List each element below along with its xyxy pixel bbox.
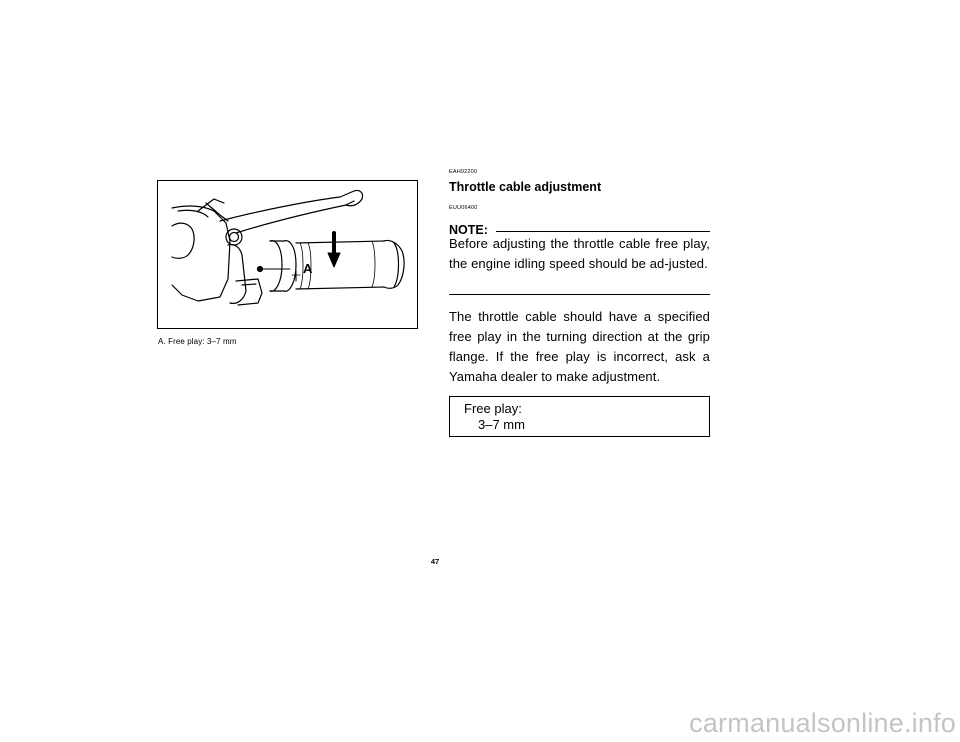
spec-value: 3–7 mm [478, 417, 525, 432]
note-bottom-rule [449, 294, 710, 295]
figure-caption: A. Free play: 3–7 mm [158, 337, 237, 346]
section-title: Throttle cable adjustment [449, 180, 602, 194]
page-number: 47 [430, 557, 440, 566]
note-code: EUU06400 [449, 205, 478, 211]
handlebar-drawing [158, 181, 418, 329]
watermark: carmanualsonline.info [689, 708, 956, 738]
spec-label: Free play: [464, 401, 522, 416]
note-label: NOTE: [449, 222, 488, 237]
note-top-rule [496, 231, 710, 232]
throttle-illustration [157, 180, 418, 329]
body-paragraph: The throttle cable should have a specified free play in the turning direction at the grip flange. If the free play is incorrect, ask a Yamaha dealer to make adjustment. [449, 309, 710, 384]
note-text: Before adjusting the throttle cable free play, the engine idling speed should be ad-justed. [449, 236, 710, 271]
section-code: EAH92200 [449, 169, 478, 175]
callout-label-a: A [303, 261, 313, 276]
spec-box [449, 396, 710, 437]
